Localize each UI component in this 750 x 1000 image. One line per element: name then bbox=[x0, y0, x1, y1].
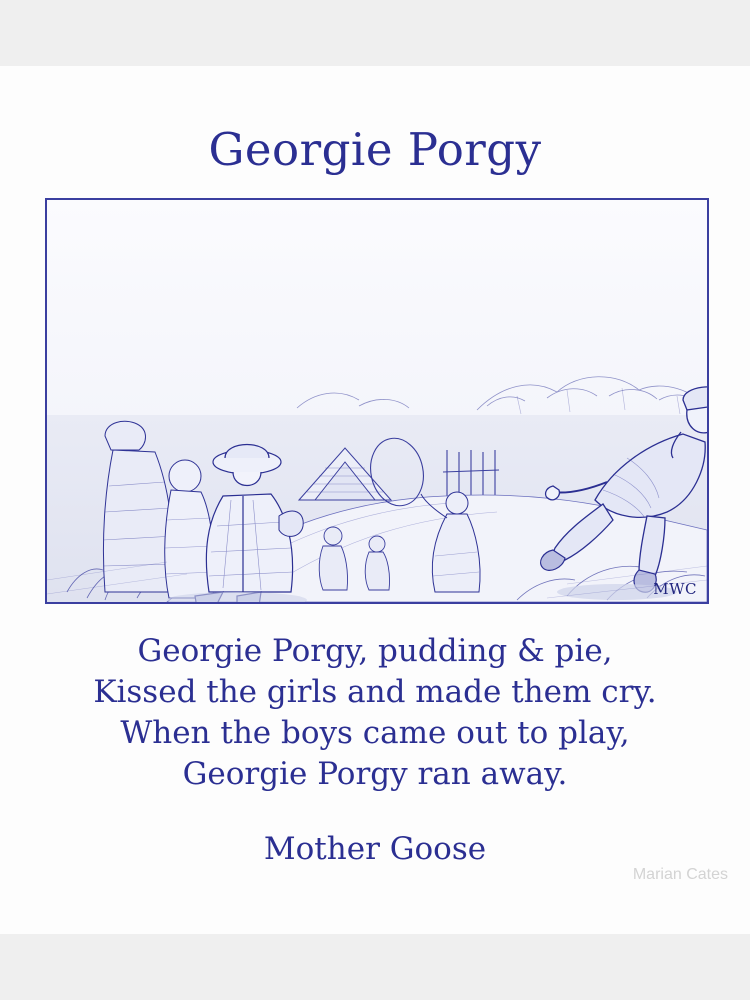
verse-text bbox=[0, 631, 750, 795]
page-title: Georgie Porgy bbox=[208, 123, 542, 176]
author-name: Mother Goose bbox=[263, 831, 487, 867]
verse-line: Georgie Porgy ran away. bbox=[182, 756, 568, 792]
illustration-frame bbox=[45, 198, 709, 604]
artist-signature: MWC bbox=[653, 580, 697, 598]
verse-line: Georgie Porgy, pudding & pie, bbox=[137, 633, 613, 669]
illustration-image bbox=[47, 200, 707, 602]
artist-credit: Marian Cates bbox=[632, 866, 728, 883]
verse-line: Kissed the girls and made them cry. bbox=[93, 674, 657, 710]
poster-card bbox=[0, 66, 750, 934]
verse-line: When the boys came out to play, bbox=[120, 715, 630, 751]
